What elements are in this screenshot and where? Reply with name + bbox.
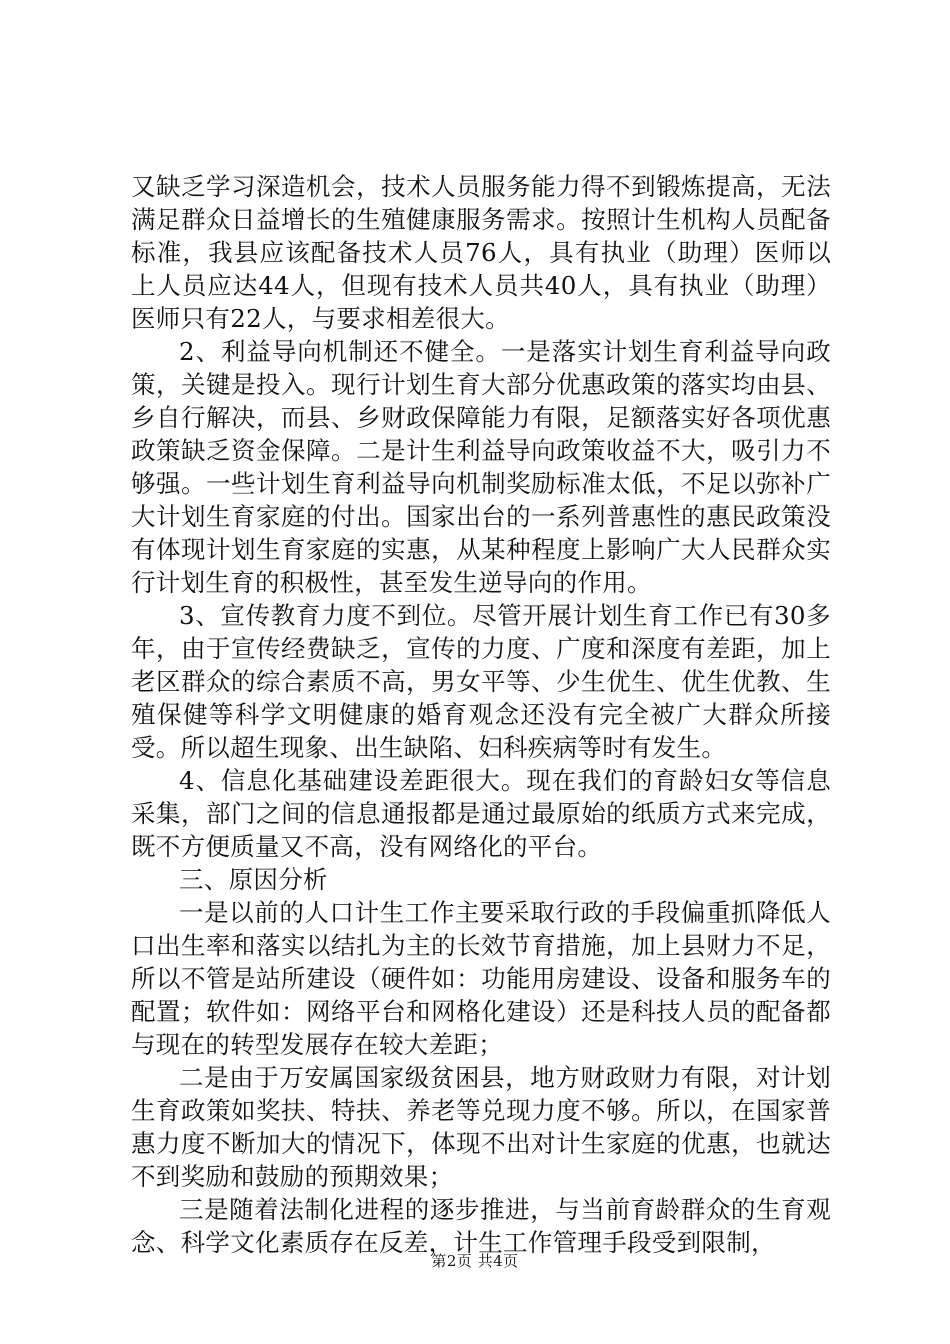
section-heading: 三、原因分析 [179, 865, 328, 894]
paragraph-6: 二是由于万安属国家级贫困县，地方财政财力有限，对计划生育政策如奖扶、特扶、养老等兑现力度不够。所以，在国家普惠力度不断加大的情况下，体现不出对计生家庭的优惠，也就达不到奖励和鼓励的预期效果； [131, 1063, 831, 1191]
paragraph-2: 2、利益导向机制还不健全。一是落实计划生育利益导向政策，关键是投入。现行计划生育大部分优惠政策的落实均由县、乡自行解决，而县、乡财政保障能力有限，足额落实好各项优惠政策缺乏资金保障。二是计生利益导向政策收益不大，吸引力不够强。一些计划生育利益导向机制奖励标准太低，不足以弥补广大计划生育家庭的付出。国家出台的一系列普惠性的惠民政策没有体现计划生育家庭的实惠，从某种程度上影响广大人民群众实行计划生育的积极性，甚至发生逆导向的作用。 [131, 337, 831, 597]
paragraph-5: 一是以前的人口计生工作主要采取行政的手段偏重抓降低人口出生率和落实以结扎为主的长效节育措施，加上县财力不足，所以不管是站所建设（硬件如：功能用房建设、设备和服务车的配置；软件如：网络平台和网格化建设）还是科技人员的配备都与现在的转型发展存在较大差距； [131, 898, 831, 1059]
paragraph-1: 又缺乏学习深造机会，技术人员服务能力得不到锻炼提高，无法满足群众日益增长的生殖健康服务需求。按照计生机构人员配备标准，我县应该配备技术人员76人，具有执业（助理）医师以上人员应达44人，但现有技术人员共40人，具有执业（助理）医师只有22人，与要求相差很大。 [131, 172, 831, 333]
paragraph-4: 4、信息化基础建设差距很大。现在我们的育龄妇女等信息采集，部门之间的信息通报都是通过最原始的纸质方式来完成，既不方便质量又不高，没有网络化的平台。 [131, 766, 831, 861]
paragraph-3: 3、宣传教育力度不到位。尽管开展计划生育工作已有30多年，由于宣传经费缺乏，宣传的力度、广度和深度有差距，加上老区群众的综合素质不高，男女平等、少生优生、优生优教、生殖保健等科学文明健康的婚育观念还没有完全被广大群众所接受。所以超生现象、出生缺陷、妇科疾病等时有发生。 [131, 601, 831, 762]
paragraph-7: 三是随着法制化进程的逐步推进，与当前育龄群众的生育观念、科学文化素质存在反差，计生工作管理手段受到限制， [131, 1195, 831, 1257]
page-number-footer: 第2页 共4页 [431, 1252, 519, 1270]
document-body [131, 170, 831, 1259]
